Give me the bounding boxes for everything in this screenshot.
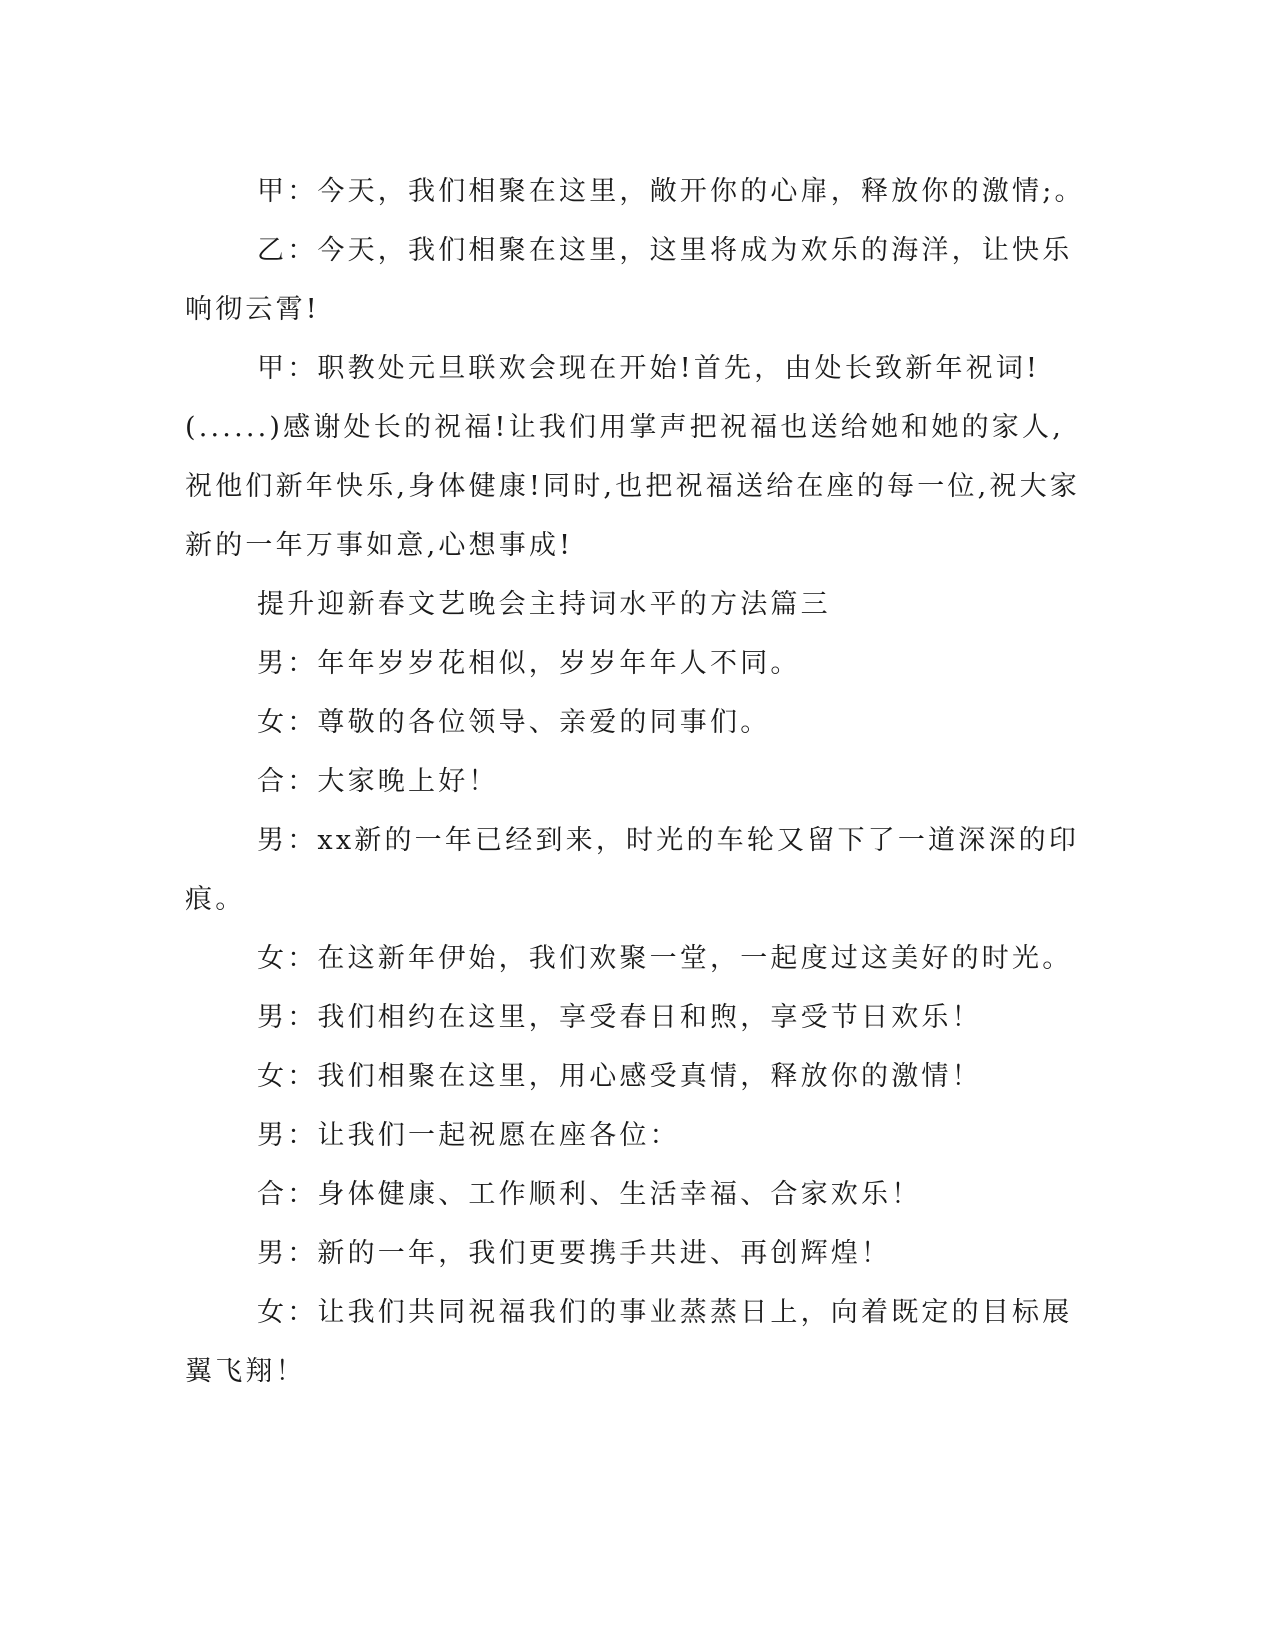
document-body [185, 162, 1085, 1401]
paragraph-nan-1: 男：年年岁岁花相似，岁岁年年人不同。 [257, 648, 801, 679]
paragraph-yi-1: 乙：今天，我们相聚在这里，这里将成为欢乐的海洋，让快乐响彻云霄! [185, 235, 1073, 325]
paragraph-nan-4: 男：让我们一起祝愿在座各位： [257, 1120, 680, 1151]
paragraph-nv-2: 女：在这新年伊始，我们欢聚一堂，一起度过这美好的时光。 [257, 943, 1073, 974]
paragraph-nv-4: 女：让我们共同祝福我们的事业蒸蒸日上，向着既定的目标展翼飞翔！ [185, 1297, 1073, 1387]
paragraph-nan-2: 男：xx新的一年已经到来，时光的车轮又留下了一道深深的印痕。 [185, 825, 1080, 915]
paragraph-nv-3: 女：我们相聚在这里，用心感受真情，释放你的激情！ [257, 1061, 982, 1092]
paragraph-he-1: 合：大家晚上好！ [257, 766, 499, 797]
paragraph-nan-5: 男：新的一年，我们更要携手共进、再创辉煌！ [257, 1238, 892, 1269]
paragraph-jia-1: 甲：今天，我们相聚在这里，敞开你的心扉，释放你的激情;。 [257, 176, 1085, 207]
paragraph-nv-1: 女：尊敬的各位领导、亲爱的同事们。 [257, 707, 771, 738]
paragraph-he-2: 合：身体健康、工作顺利、生活幸福、合家欢乐！ [257, 1179, 922, 1210]
paragraph-jia-2: 甲：职教处元旦联欢会现在开始!首先，由处长致新年祝词!(......)感谢处长的祝福!让我们用掌声把祝福也送给她和她的家人,祝他们新年快乐,身体健康!同时,也把祝福送给在座的每一位,祝大家新的一年万事如意,心想事成! [185, 353, 1080, 561]
section-heading: 提升迎新春文艺晚会主持词水平的方法篇三 [257, 589, 831, 620]
paragraph-nan-3: 男：我们相约在这里，享受春日和煦，享受节日欢乐！ [257, 1002, 982, 1033]
